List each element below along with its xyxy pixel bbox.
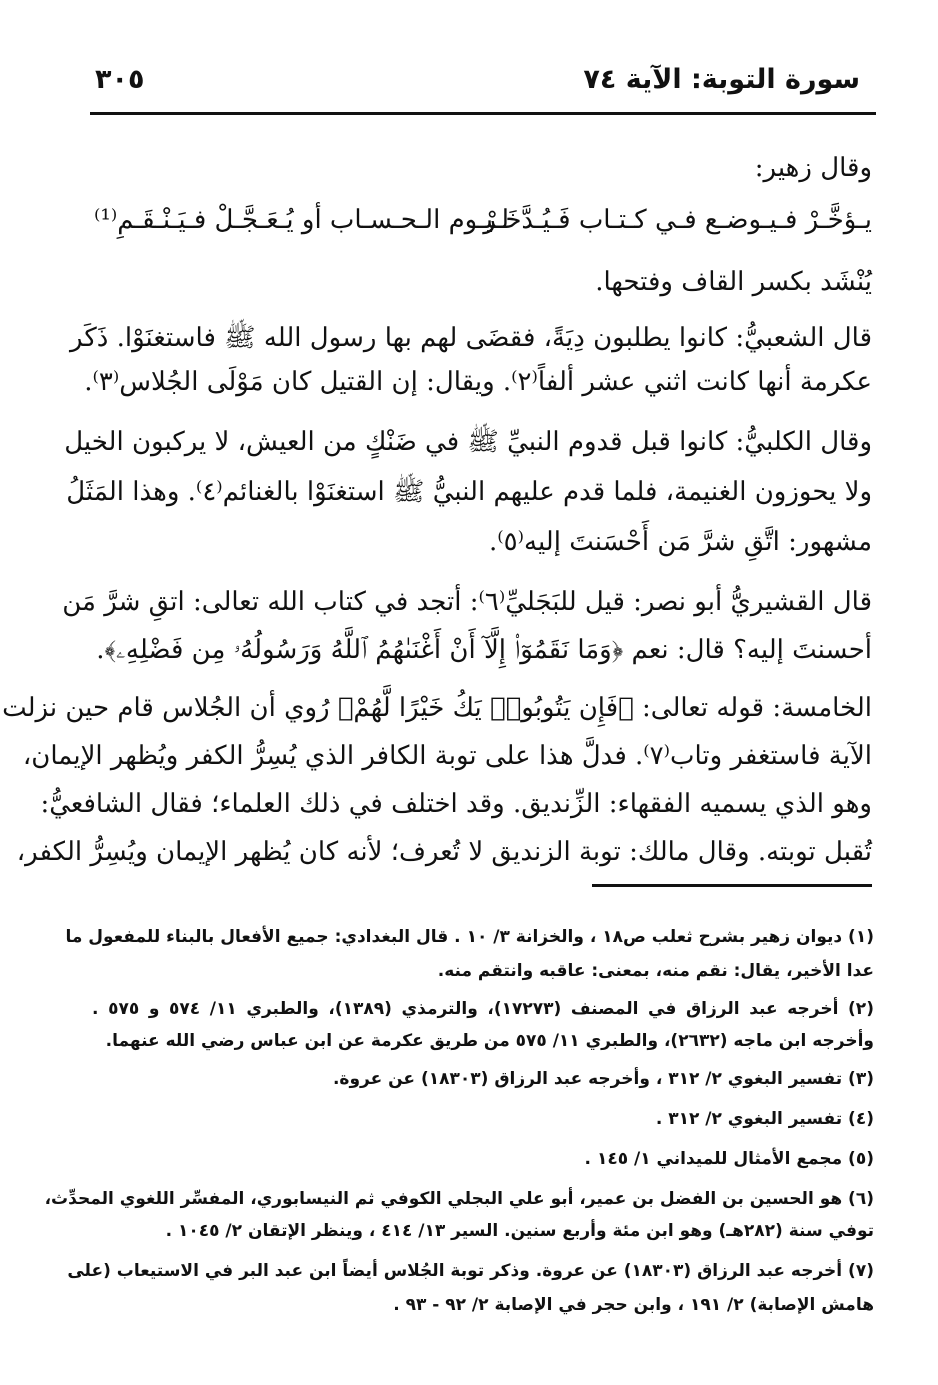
footnote-line: (٦) هو الحسين بن الفضل بن عمير، أبو علي البجلي الكوفي ثم النيسابوري، المفسِّر اللغوي المحدِّث، <box>44 1189 874 1209</box>
footnote-line: هامش الإصابة) ٢/ ١٩١ ، وابن حجر في الإصابة ٢/ ٩٢ - ٩٣ . <box>393 1295 874 1315</box>
body-line: وقال زهير: <box>754 153 872 183</box>
footnote-line: وأخرجه ابن ماجه (٢٦٣٢)، والطبري ١١/ ٥٧٥ من طريق عكرمة عن ابن عباس رضي الله عنهما. <box>105 1031 874 1051</box>
footnote-line: (١) ديوان زهير بشرح ثعلب ص١٨ ، والخزانة ٣/ ١٠ . قال البغدادي: جميع الأفعال بالبناء للمفعول ما <box>65 927 874 947</box>
header-rule <box>90 112 876 115</box>
body-line: يُنْشَد بكسر القاف وفتحها. <box>595 267 872 297</box>
body-line: ولا يحوزون الغنيمة، فلما قدم عليهم النبيُّ ﷺ استغنَوْا بالغنائم⁽٤⁾. وهذا المَثَلُ <box>66 477 872 507</box>
body-line: عكرمة أنها كانت اثني عشر ألفاً⁽٢⁾. ويقال: إن القتيل كان مَوْلَى الجُلاس⁽٣⁾. <box>84 367 872 397</box>
footnote-line: توفي سنة (٢٨٢هـ) وهو ابن مئة وأربع سنين. السير ١٣/ ٤١٤ ، وينظر الإتقان ٢/ ١٠٤٥ . <box>165 1221 874 1241</box>
footnote-line: (٤) تفسير البغوي ٢/ ٣١٢ . <box>655 1109 874 1129</box>
footnote-line: عدا الأخير، يقال: نقم منه، بمعنى: عاقبه وانتقم منه. <box>437 961 874 981</box>
body-line: تُقبل توبته. وقال مالك: توبة الزنديق لا تُعرف؛ لأنه كان يُظهر الإيمان ويُسِرُّ الكفر، <box>16 837 872 867</box>
body-line: وقال الكلبيُّ: كانوا قبل قدوم النبيِّ ﷺ في ضَنْكٍ من العيش، لا يركبون الخيل <box>64 427 872 457</box>
footnote-line: (٧) أخرجه عبد الرزاق (١٨٣٠٣) عن عروة. وذكر توبة الجُلاس أيضاً ابن عبد البر في الاستيعاب (على <box>67 1261 874 1281</box>
footnote-line: (٥) مجمع الأمثال للميداني ١/ ١٤٥ . <box>584 1149 874 1169</box>
verse-hemistich-left: لـيـوم الـحـسـاب أو يُـعَـجَّـلْ فـيَـنْـقَـمِ⁽¹⁾ <box>94 205 510 235</box>
page-number: ٣٠٥ <box>95 64 145 95</box>
footnote-line: (٣) تفسير البغوي ٢/ ٣١٢ ، وأخرجه عبد الرزاق (١٨٣٠٣) عن عروة. <box>332 1069 874 1089</box>
footnote-separator <box>592 884 872 887</box>
body-line: الآية فاستغفر وتاب⁽٧⁾. فدلَّ هذا على توبة الكافر الذي يُسِرُّ الكفر ويُظهر الإيمان، <box>22 741 872 771</box>
body-line: أحسنتَ إليه؟ قال: نعم ﴿وَمَا نَقَمُوٓا۟ إِلَّآ أَنْ أَغْنَىٰهُمُ ٱللَّهُ وَرَسُولُهُۥ مِن فَضْلِهِۦ﴾. <box>96 635 872 665</box>
body-line: قال الشعبيُّ: كانوا يطلبون دِيَةً، فقضَى لهم بها رسول الله ﷺ فاستغنَوْا. ذَكَر <box>70 323 872 353</box>
verse-hemistich-right: يـؤخَّـرْ فـيـوضـع فـي كـتـاب فَـيُـدَّخَـرْ <box>483 205 872 235</box>
body-line: قال القشيريُّ أبو نصر: قيل للبَجَليِّ⁽٦⁾: أتجد في كتاب الله تعالى: اتقِ شرَّ مَن <box>62 587 872 617</box>
body-line: الخامسة: قوله تعالى: ﴿فَإِن يَتُوبُوا۟ يَكُ خَيْرًا لَّهُمْ﴾ رُوي أن الجُلاس قام حين نزلت <box>2 693 872 723</box>
body-line: مشهور: اتَّقِ شرَّ مَن أَحْسَنتَ إليه⁽٥⁾. <box>489 527 872 557</box>
running-header-title: سورة التوبة: الآية ٧٤ <box>583 64 860 95</box>
body-line: وهو الذي يسميه الفقهاء: الزِّنديق. وقد اختلف في ذلك العلماء؛ فقال الشافعيُّ: <box>40 789 872 819</box>
footnote-line: (٢) أخرجه عبد الرزاق في المصنف (١٧٢٧٣)، والترمذي (١٣٨٩)، والطبري ١١/ ٥٧٤ و ٥٧٥ . <box>92 999 874 1019</box>
